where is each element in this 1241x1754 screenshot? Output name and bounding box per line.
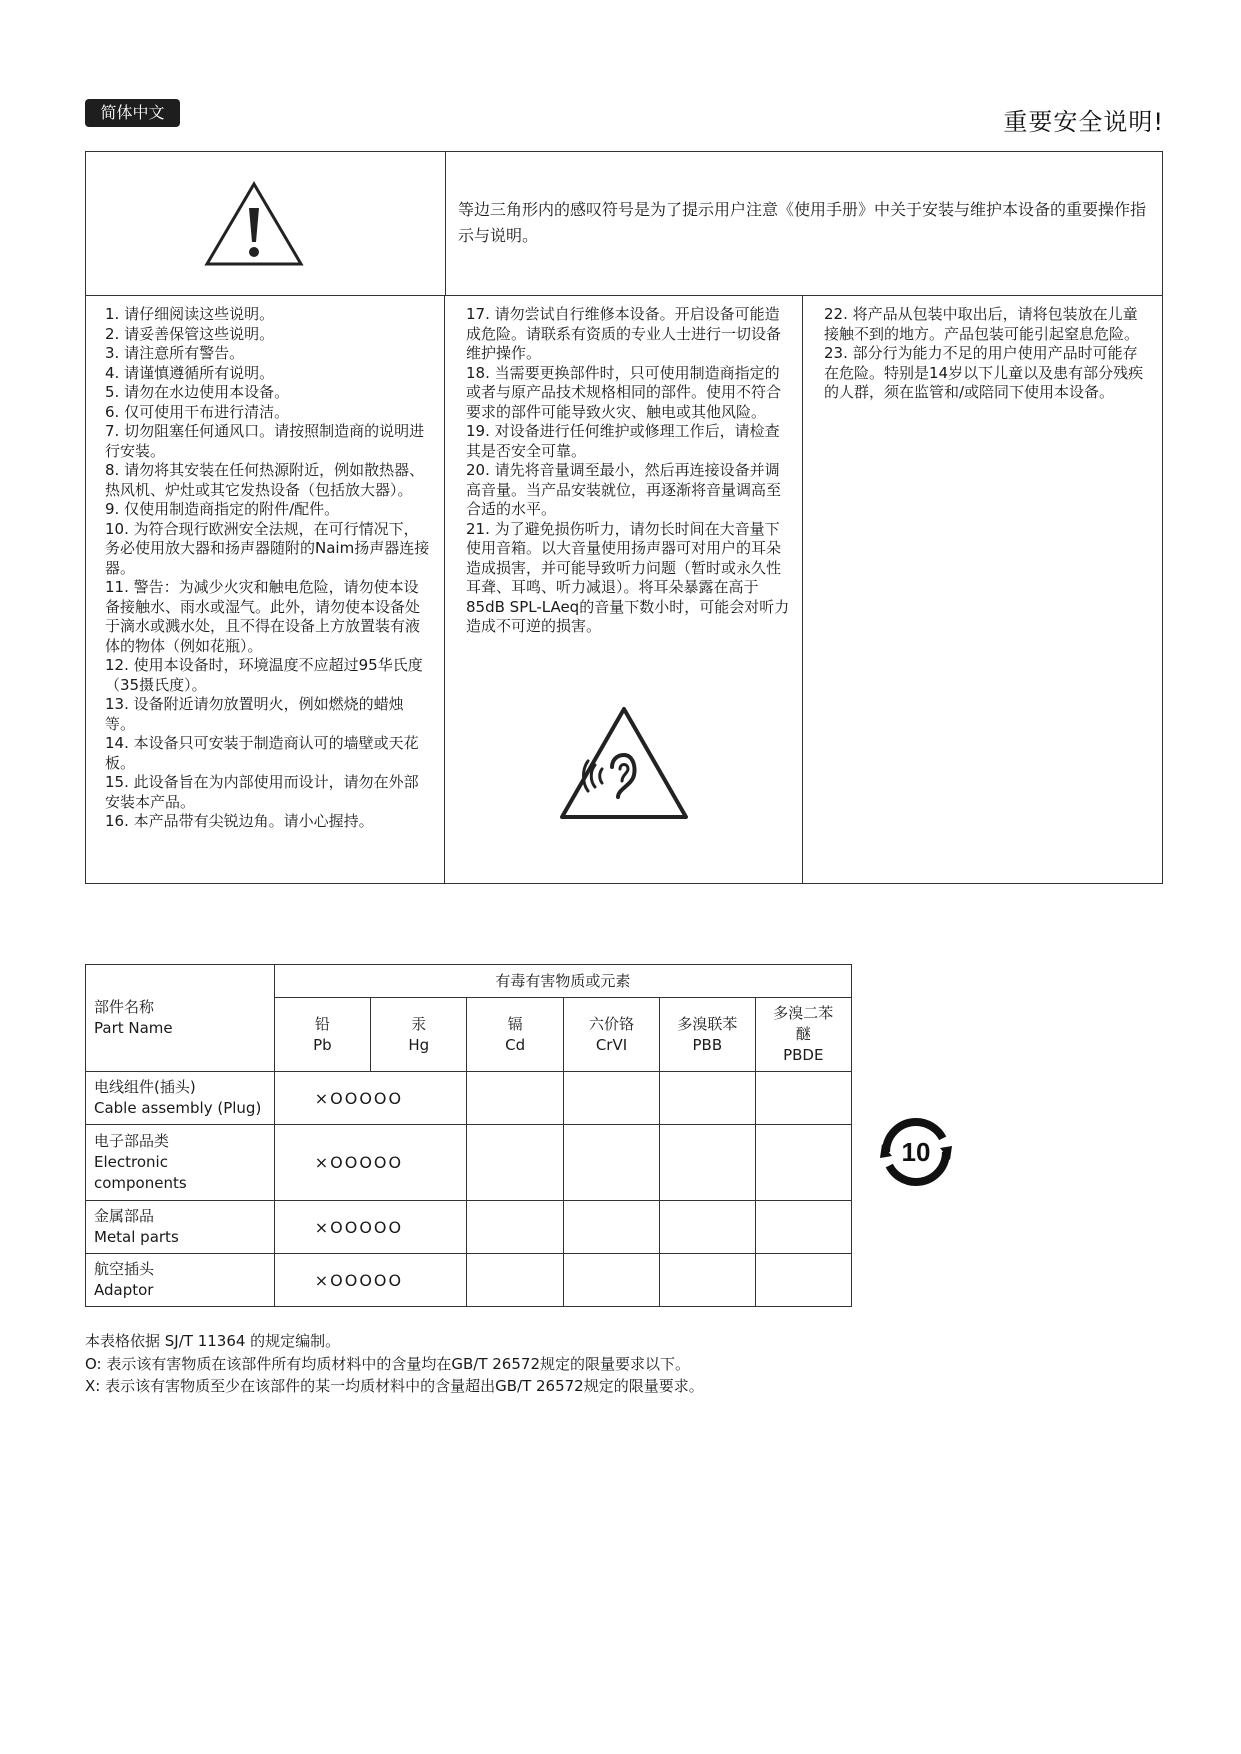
instruction-item: 2. 请妥善保管这些说明。	[105, 324, 275, 343]
instruction-item: 12. 使用本设备时，环境温度不应超过95华氏度（35摄氏度）。	[105, 656, 423, 694]
page-title: 重要安全说明!	[1003, 108, 1164, 136]
substance-header-pbb: 多溴联苯 PBB	[660, 998, 755, 1072]
substance-marks: ×OOOOO	[274, 1125, 467, 1201]
substance-header-crvi: 六价铬 CrVI	[563, 998, 659, 1072]
part-name-header	[86, 965, 275, 1072]
language-badge: 简体中文	[85, 99, 180, 127]
note-line: X: 表示该有害物质至少在该部件的某一均质材料中的含量超出GB/T 26572规定的限量要求。	[85, 1377, 704, 1395]
china-rohs-efup-icon	[878, 1114, 954, 1190]
substance-marks: ×OOOOO	[274, 1254, 467, 1307]
instruction-item: 4. 请谨慎遵循所有说明。	[105, 363, 275, 382]
table-row	[86, 1072, 852, 1125]
instruction-item: 8. 请勿将其安装在任何热源附近，例如散热器、热风机、炉灶或其它发热设备（包括放大器）。	[105, 461, 425, 499]
instruction-item: 19. 对设备进行任何维护或修理工作后，请检查其是否安全可靠。	[466, 422, 780, 460]
part-name-cell: 电线组件(插头) Cable assembly (Plug)	[86, 1072, 275, 1125]
instruction-item: 16. 本产品带有尖锐边角。请小心握持。	[105, 812, 374, 830]
instruction-item: 13. 设备附近请勿放置明火，例如燃烧的蜡烛等。	[105, 695, 404, 733]
substances-group-header: 有毒有害物质或元素	[274, 965, 851, 998]
instruction-item: 22. 将产品从包装中取出后，请将包装放在儿童接触不到的地方。产品包装可能引起窒息危险。	[824, 305, 1140, 343]
efup-years-label: 10	[901, 1137, 931, 1167]
table-row	[86, 1125, 852, 1201]
table-notes	[85, 1330, 704, 1398]
hearing-damage-warning-icon	[558, 705, 690, 823]
instruction-item: 15. 此设备旨在为内部使用而设计，请勿在外部安装本产品。	[105, 773, 419, 811]
instruction-item: 18. 当需要更换部件时，只可使用制造商指定的或者与原产品技术规格相同的部件。使用不符合要求的部件可能导致火灾、触电或其他风险。	[466, 363, 782, 421]
instruction-item: 10. 为符合现行欧洲安全法规，在可行情况下，务必使用放大器和扬声器随附的Naim扬声器连接器。	[105, 519, 430, 577]
warning-symbol-explanation: 等边三角形内的感叹符号是为了提示用户注意《使用手册》中关于安装与维护本设备的重要操作指示与说明。	[458, 200, 1147, 245]
instruction-columns	[86, 295, 1162, 883]
warning-triangle-icon	[204, 180, 304, 268]
note-line: O: 表示该有害物质在该部件所有均质材料中的含量均在GB/T 26572规定的限量要求以下。	[85, 1354, 690, 1373]
instruction-item: 5. 请勿在水边使用本设备。	[105, 383, 290, 401]
instruction-column-1	[86, 295, 445, 883]
part-name-cell: 电子部品类 Electronic components	[86, 1125, 275, 1201]
instruction-item: 21. 为了避免损伤听力，请勿长时间在大音量下使用音箱。以大音量使用扬声器可对用户的耳朵造成损害，并可能导致听力问题（暂时或永久性耳聋、耳鸣、听力减退）。将耳朵暴露在高于85dB SPL-LAeq的音量下数小时，可能会对听力造成不可逆的损害。	[466, 519, 790, 635]
instruction-item: 6. 仅可使用干布进行清洁。	[105, 402, 290, 421]
part-name-cell: 航空插头 Adaptor	[86, 1254, 275, 1307]
instruction-item: 17. 请勿尝试自行维修本设备。开启设备可能造成危险。请联系有资质的专业人士进行一切设备维护操作。	[466, 305, 782, 362]
part-name-header-en: Part Name	[94, 1019, 173, 1037]
note-line: 本表格依据 SJ/T 11364 的规定编制。	[85, 1332, 341, 1350]
instruction-item: 23. 部分行为能力不足的用户使用产品时可能存在危险。特别是14岁以下儿童以及患有部分残疾的人群，须在监管和/或陪同下使用本设备。	[824, 344, 1144, 401]
instruction-item: 14. 本设备只可安装于制造商认可的墙壁或天花板。	[105, 734, 419, 772]
table-row	[86, 1201, 852, 1254]
instruction-item: 3. 请注意所有警告。	[105, 344, 245, 362]
substance-header-pb: 铅 Pb	[274, 998, 370, 1072]
instruction-item: 9. 仅使用制造商指定的附件/配件。	[105, 500, 340, 518]
warning-symbol-cell	[86, 152, 446, 295]
instruction-column-3	[803, 295, 1162, 883]
substance-marks: ×OOOOO	[274, 1201, 467, 1254]
substance-marks: ×OOOOO	[274, 1072, 467, 1125]
table-row	[86, 1254, 852, 1307]
part-name-header-cn: 部件名称	[94, 998, 155, 1016]
substance-header-pbde: 多溴二苯醚 PBDE	[755, 998, 851, 1072]
instruction-item: 7. 切勿阻塞任何通风口。请按照制造商的说明进行安装。	[105, 422, 425, 460]
instruction-item: 20. 请先将音量调至最小，然后再连接设备并调高音量。当产品安装就位，再逐渐将音量调高至合适的水平。	[466, 461, 782, 518]
substance-header-hg: 汞 Hg	[371, 998, 467, 1072]
safety-header-row	[86, 152, 1162, 296]
safety-instructions-box	[85, 151, 1163, 884]
part-name-cell: 金属部品 Metal parts	[86, 1201, 275, 1254]
instruction-column-2	[445, 295, 803, 883]
substance-header-cd: 镉 Cd	[467, 998, 563, 1072]
instruction-item: 1. 请仔细阅读这些说明。	[105, 305, 275, 323]
hazardous-substances-table	[85, 964, 852, 1307]
instruction-item: 11. 警告：为减少火灾和触电危险，请勿使本设备接触水、雨水或湿气。此外，请勿使本设备处于滴水或溅水处，且不得在设备上方放置装有液体的物体（例如花瓶）。	[105, 578, 421, 655]
